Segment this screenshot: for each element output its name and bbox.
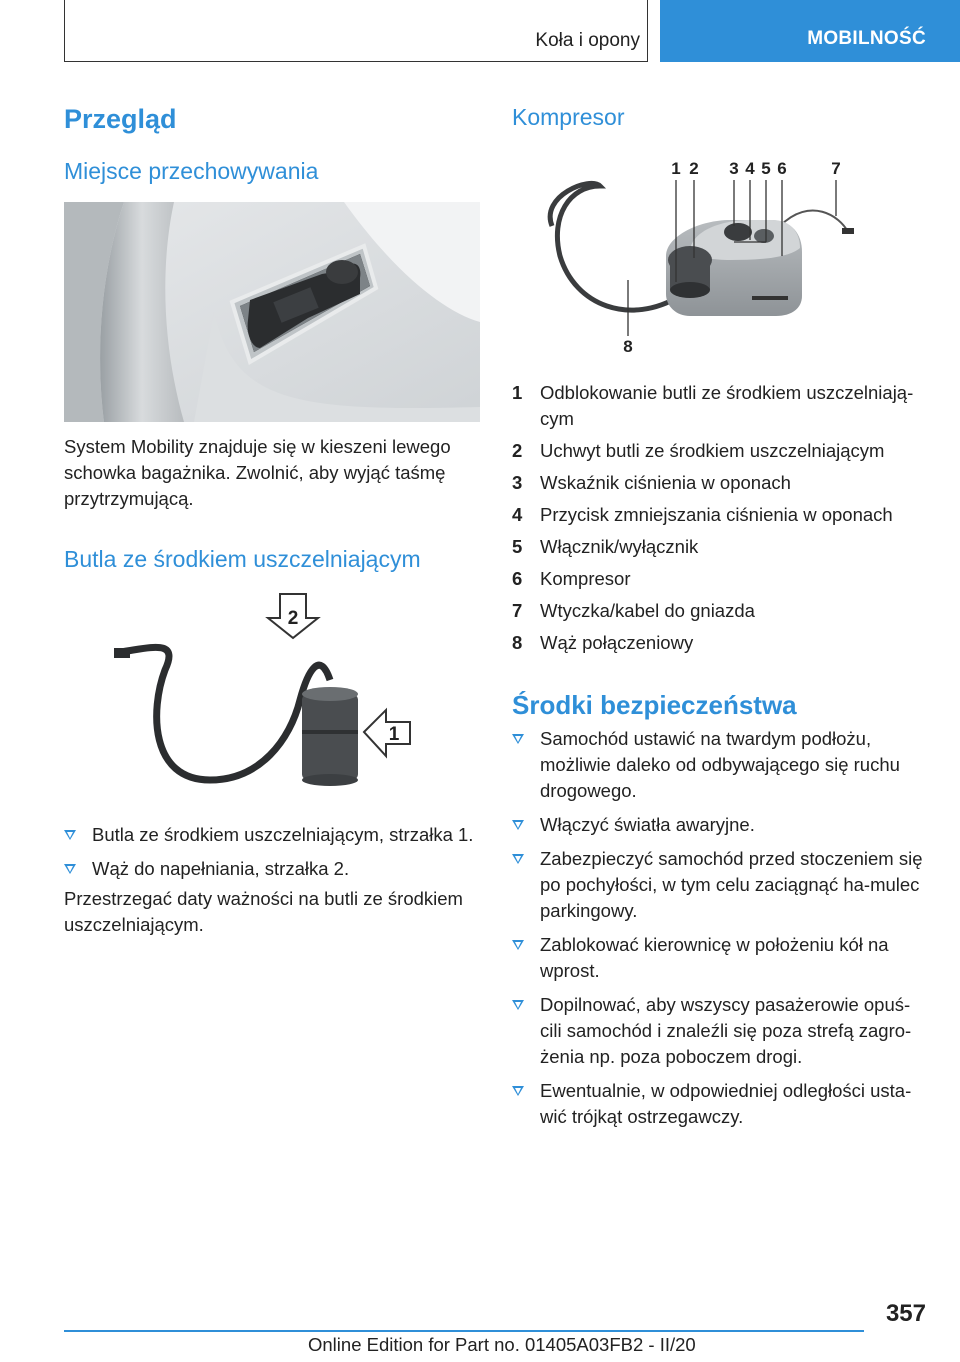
parts-list <box>512 380 932 662</box>
header-section-title: Koła i opony <box>535 30 640 51</box>
triangle-bullet-icon <box>512 1000 524 1010</box>
triangle-bullet-icon <box>512 854 524 864</box>
footer-divider <box>64 1330 864 1332</box>
list-item: Ewentualnie, w odpowiedniej odległości usta-wić trójkąt ostrzegawczy. <box>512 1078 928 1130</box>
bottle-note: Przestrzegać daty ważności na butli ze środkiem uszczelniającym. <box>64 888 463 935</box>
triangle-bullet-icon <box>64 830 76 840</box>
compressor-heading: Kompresor <box>512 104 625 130</box>
diagram-label-3: 3 <box>729 159 739 178</box>
triangle-bullet-icon <box>512 734 524 744</box>
list-item: Samochód ustawić na twardym podłożu, możliwie daleko od odbywającego się ruchu drogowego. <box>512 726 928 804</box>
page-number: 357 <box>885 1300 926 1327</box>
diagram-label-7: 7 <box>831 159 841 178</box>
storage-heading: Miejsce przechowywania <box>64 158 319 184</box>
list-item: 6 Kompresor <box>512 568 631 589</box>
bottle-arrow-2-label: 2 <box>287 608 299 629</box>
triangle-bullet-icon <box>512 820 524 830</box>
edition-text: Online Edition for Part no. 01405A03FB2 - II/20 <box>308 1334 696 1355</box>
triangle-bullet-icon <box>64 864 76 874</box>
safety-bullet-list <box>512 726 928 1138</box>
list-item: 2 Uchwyt butli ze środkiem uszczelniającym <box>512 440 885 461</box>
list-item: Zablokować kierownicę w położeniu kół na wprost. <box>512 932 928 984</box>
diagram-label-2: 2 <box>689 159 699 178</box>
list-item: Zabezpieczyć samochód przed stoczeniem się po pochyłości, w tym celu zaciągnąć ha-mulec parkingowy. <box>512 846 928 924</box>
list-item: 3 Wskaźnik ciśnienia w oponach <box>512 472 791 493</box>
diagram-label-4: 4 <box>745 159 755 178</box>
sealant-bottle-illustration <box>110 590 430 800</box>
compressor-diagram <box>530 156 860 356</box>
list-item: Dopilnować, aby wszyscy pasażerowie opuś-cili samochód i znaleźli się poza strefą zagro-żenia np. poza poboczem drogi. <box>512 992 928 1070</box>
list-item: 5 Włącznik/wyłącznik <box>512 536 699 557</box>
diagram-label-1: 1 <box>671 159 681 178</box>
triangle-bullet-icon <box>512 940 524 950</box>
diagram-label-8: 8 <box>623 337 633 356</box>
diagram-label-5: 5 <box>761 159 771 178</box>
bottle-heading: Butla ze środkiem uszczelniającym <box>64 546 421 572</box>
list-item: 7 Wtyczka/kabel do gniazda <box>512 600 755 621</box>
diagram-label-6: 6 <box>777 159 787 178</box>
bottle-bullet-list <box>64 822 484 890</box>
bottle-arrow-1-label: 1 <box>388 724 400 745</box>
list-item: Wąż do napełniania, strzałka 2. <box>64 856 484 882</box>
list-item: Butla ze środkiem uszczelniającym, strzałka 1. <box>64 822 484 848</box>
list-item: 8 Wąż połączeniowy <box>512 632 694 653</box>
page-title: Przegląd <box>64 104 177 134</box>
list-item: 4 Przycisk zmniejszania ciśnienia w oponach <box>512 504 893 525</box>
header-chapter-tab: MOBILNOŚĆ <box>660 0 960 62</box>
trunk-storage-photo <box>64 202 480 422</box>
triangle-bullet-icon <box>512 1086 524 1096</box>
list-item: Włączyć światła awaryjne. <box>512 812 928 838</box>
safety-heading: Środki bezpieczeństwa <box>512 690 797 720</box>
storage-text: System Mobility znajduje się w kieszeni lewego schowka bagażnika. Zwolnić, aby wyjąć taśmę przytrzymującą. <box>64 436 451 509</box>
list-item: 1 Odblokowanie butli ze środkiem uszczelniają-cym <box>512 382 914 429</box>
